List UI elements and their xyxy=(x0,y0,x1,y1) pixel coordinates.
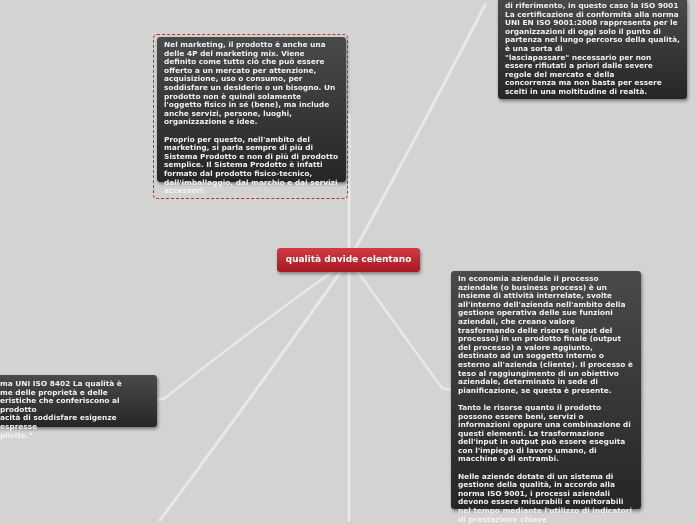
central-topic-label: qualità davide celentano xyxy=(285,255,412,265)
node-norma[interactable]: ma UNI ISO 8402 La qualità è me delle proprietà e delle eristiche che conferiscono al prodotto acità di soddisfare esigenze espresse plicite." xyxy=(0,375,157,427)
node-marketing[interactable]: Nel marketing, il prodotto è anche una delle 4P del marketing mix. Viene definito come tutto ciò che può essere offerto a un mercato per attenzione, acquisizione, uso o consumo, per soddisfare un desiderio o un bisogno. Un prodotto non è quindi solamente l'oggetto fisico in sé (bene), ma include anche servizi, persone, luoghi, organizzazione e idee. Proprio per questo, nell'ambito del marketing, si parla sempre di più di Sistema Prodotto e non di più di prodotto semplice. Il Sistema Prodotto è infatti formato dal prodotto fisico-tecnico, dall'imballaggio, dal marchio e dai servizi accessori. xyxy=(157,37,346,182)
connector-bottom-left xyxy=(160,260,349,520)
node-certificazione[interactable]: di riferimento, in questo caso la ISO 9001 La certificazione di conformità alla norma UNI EN ISO 9001:2008 rappresenta per le organizzazioni di oggi solo il punto di partenza nel lungo percorso della qualità, è una sorta di "lasciapassare" necessario per non essere rifiutati a priori dalle severe regole del mercato e della concorrenza ma non basta per essere scelti in una moltitudine di realtà. xyxy=(498,0,687,99)
node-processo[interactable]: In economia aziendale il processo aziendale (o business process) è un insieme di attività interrelate, svolte all'interno dell'azienda nell'ambito della gestione operativa delle sue funzioni aziendali, che creano valore trasformando delle risorse (input del processo) in un prodotto finale (output del processo) a valore aggiunto, destinato ad un soggetto interno o esterno all'azienda (cliente). Il processo è teso al raggiungimento di un obiettivo aziendale, determinato in sede di pianificazione, se questa è presente. Tanto le risorse quanto il prodotto possono essere beni, servizi o informazioni oppure una combinazione di questi elementi. La trasformazione dell'input in output può essere eseguita con l'impiego di lavoro umano, di macchine o di entrambi. Nelle aziende dotate di un sistema di gestione della qualità, in accordo alla norma ISO 9001, i processi aziendali devono essere misurabili e monitorabili nel tempo mediante l'utilizzo di indicatori di prestazione chiave xyxy=(451,271,641,509)
connector-certificazione xyxy=(349,5,485,260)
central-topic[interactable] xyxy=(277,248,420,272)
connector-norma xyxy=(157,260,349,400)
connector-processo xyxy=(349,260,452,390)
